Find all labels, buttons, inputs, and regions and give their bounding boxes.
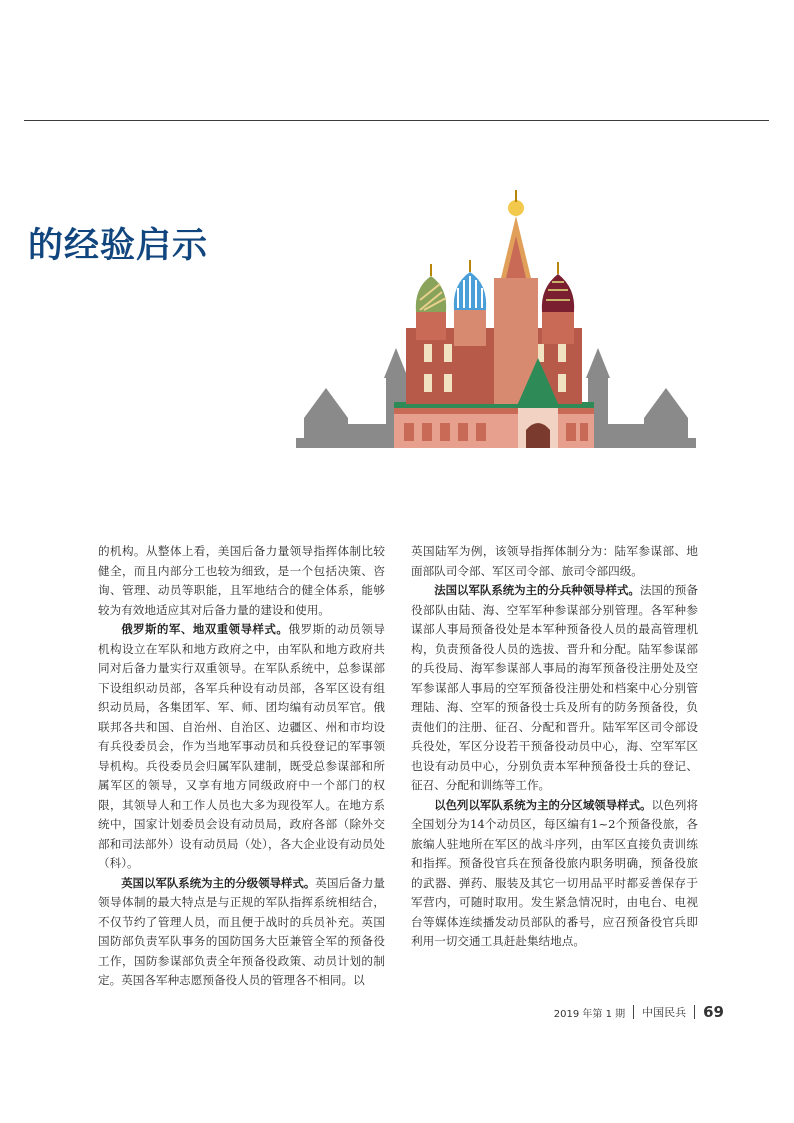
paragraph-israel — [411, 796, 698, 952]
magazine-name: 中国民兵 — [642, 1006, 687, 1019]
issue-label: 2019 年第 1 期 — [553, 1008, 626, 1020]
paragraph-uk — [98, 874, 385, 991]
section-heading: 俄罗斯的军、地双重领导样式。 — [121, 622, 289, 636]
kremlin-cathedral-illustration — [296, 188, 696, 478]
paragraph-body: 英国后备力量领导体制的最大特点是与正规的军队指挥系统相结合，不仅节约了管理人员，而且便于战时的兵员补充。英国国防部负责军队事务的国防国务大臣兼管全军的预备役工作，国防参谋部负责全年预备役政策、动员计划的制定。英国各军种志愿预备役人员的管理各不相同。以 — [98, 875, 385, 987]
page-title: 的经验启示 — [28, 226, 209, 266]
section-heading: 以色列以军队系统为主的分区域领导样式。 — [434, 797, 652, 812]
paragraph: 英国陆军为例，该领导指挥体制分为：陆军参谋部、地面部队司令部、军区司令部、旅司令部四级。 — [411, 544, 698, 578]
paragraph-body: 俄罗斯的动员领导机构设立在军队和地方政府之中，由军队和地方政府共同对后备力量实行双重领导。在军队系统中，总参谋部下设组织动员部，各军兵种设有动员部，各军区设有组织动员局，各集团军、军、师、团均编有动员军官。俄联邦各共和国、自治州、自治区、边疆区、州和市均设有兵役委员会，作为当地军事动员和兵役登记的军事领导机构。兵役委员会归属军队建制，既受总参谋部和所属军区的领导，又享有地方同级政府中一个部门的权限，其领导人和工作人员也大多为现役军人。在地方系统中，国家计划委员会设有动员局，政府各部（除外交部和司法部外）设有动员局（处），各大企业设有动员处（科）。 — [98, 622, 385, 870]
paragraph-russia — [98, 620, 385, 874]
title-fragment-glyph — [10, 223, 22, 263]
section-heading: 法国以军队系统为主的分兵种领导样式。 — [434, 583, 640, 597]
footer-divider — [694, 1005, 695, 1019]
paragraph-body: 法国的预备役部队由陆、海、空军军种参谋部分别管理。各军种参谋部人事局预备役处是本军种预备役人员的最高管理机构，负责预备役人员的选拔、晋升和分配。陆军参谋部的兵役局、海军参谋部人事局的海军预备役注册处及空军参谋部人事局的空军预备役注册处和档案中心分别管理陆、海、空军的预备役士兵及所有的防务预备役，负责他们的注册、征召、分配和晋升。陆军军区司令部设兵役处，军区分设若干预备役动员中心，海、空军军区也设有动员中心，分别负责本军种预备役士兵的登记、征召、分配和训练等工作。 — [411, 583, 698, 792]
page-footer — [554, 1003, 724, 1021]
paragraph-body: 以色列将全国划分为14个动员区，每区编有1~2个预备役旅，各旅编人驻地所在军区的战斗序列，由军区直接负责训练和指挥。预备役官兵在预备役旅内职务明确，预备役旅的武器、弹药、服装及其它一切用品平时都妥善保存于军营内，可随时取用。发生紧急情况时，由电台、电视台等媒体连续播发动员部队的番号，应召预备役官兵即利用一切交通工具赶赴集结地点。 — [411, 797, 698, 948]
top-rule — [24, 120, 769, 121]
title-block — [10, 218, 208, 268]
right-column — [411, 542, 698, 952]
page-number: 69 — [703, 1003, 724, 1021]
paragraph: 的机构。从整体上看，美国后备力量领导指挥体制比较健全，而且内部分工也较为细致，是一个包括决策、咨询、管理、动员等职能，且军地结合的健全体系，能够较为有效地适应其对后备力量的建设和使用。 — [98, 544, 385, 617]
footer-divider — [633, 1005, 634, 1019]
paragraph-france — [411, 581, 698, 796]
left-column — [98, 542, 385, 991]
section-heading: 英国以军队系统为主的分级领导样式。 — [121, 875, 316, 890]
